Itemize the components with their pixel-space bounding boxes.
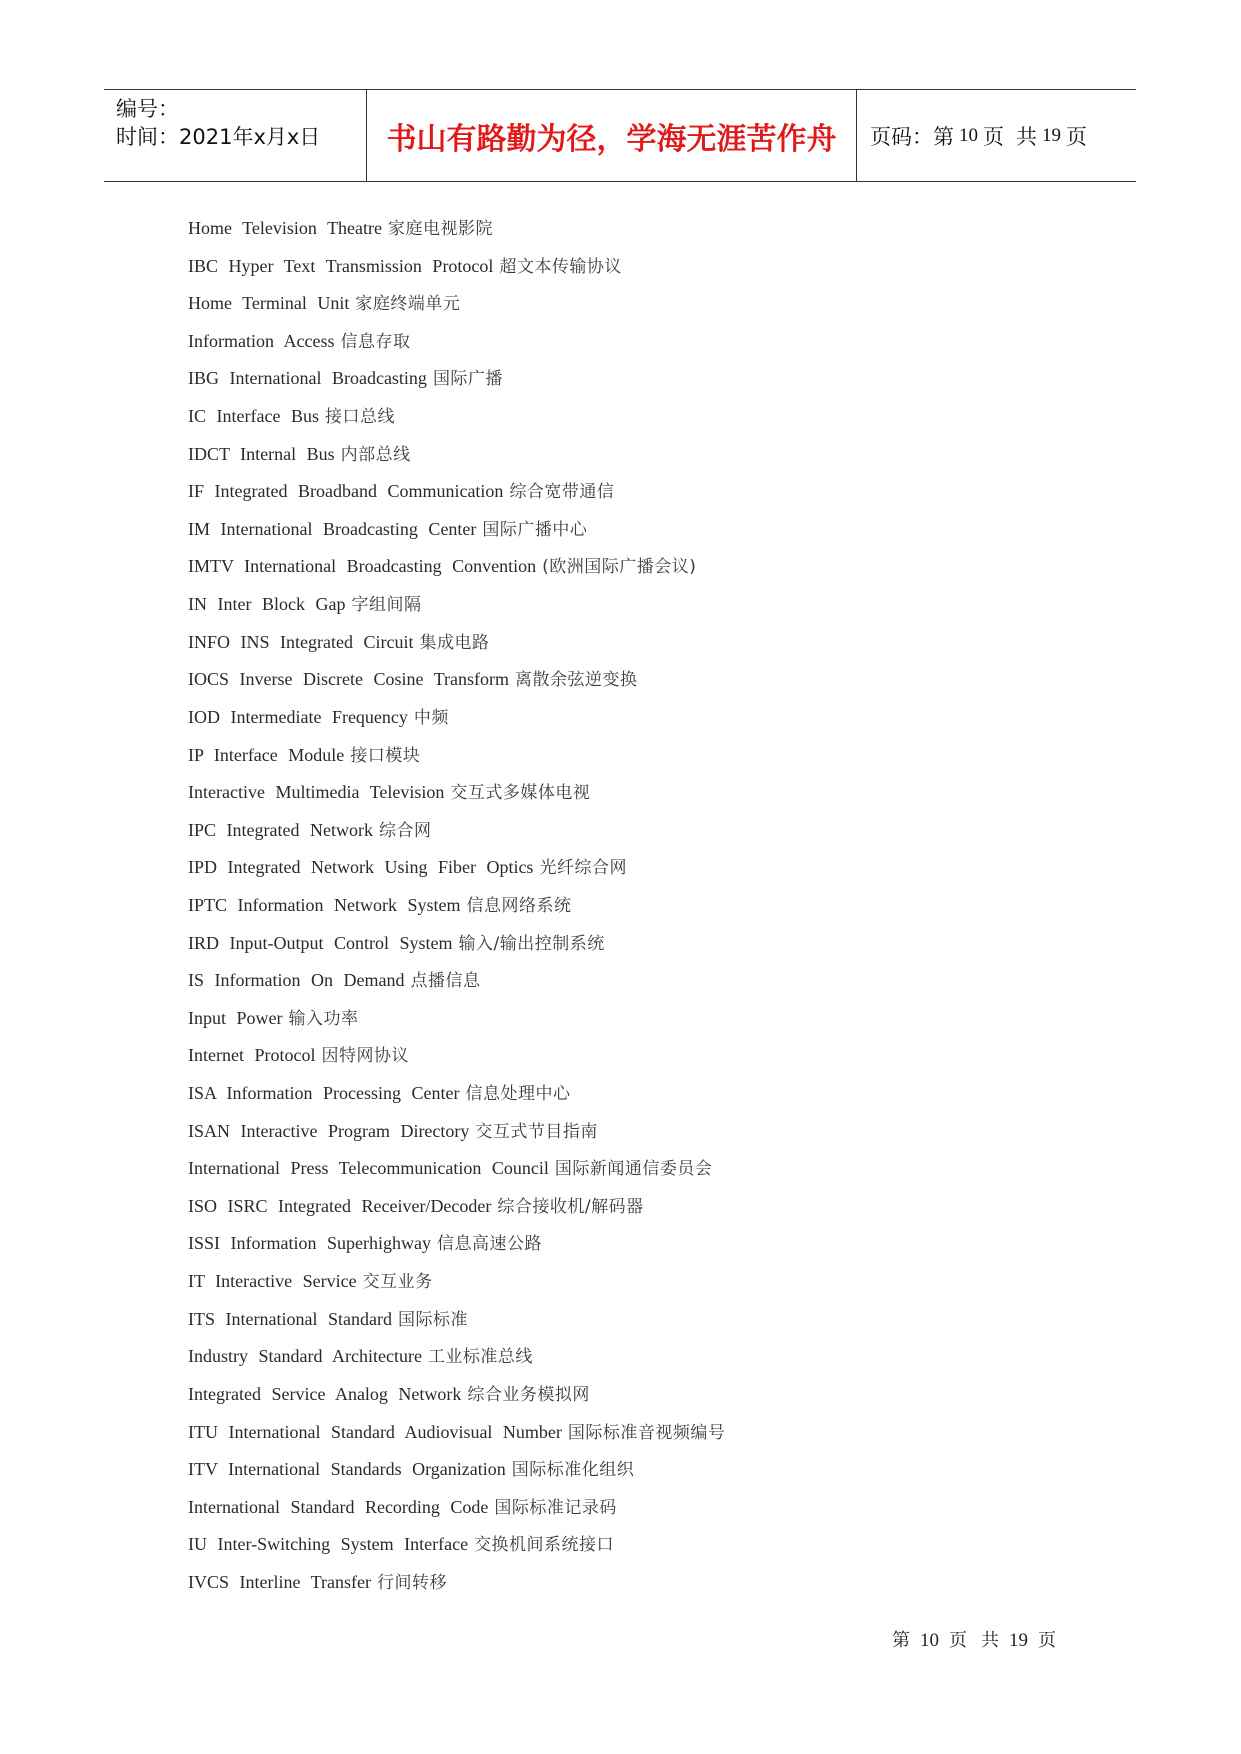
glossary-entry [188,1416,725,1454]
glossary-entry [188,1190,725,1228]
glossary-entry [188,1491,725,1529]
header-motto-cell [367,90,857,181]
glossary-entry [188,964,725,1002]
term-chinese: 点播信息 [410,971,481,992]
term-chinese: 家庭电视影院 [388,219,494,239]
term-english: IPTC Information Network System [188,894,461,915]
glossary-entry [188,475,725,513]
term-english: IU Inter-Switching System Interface [188,1534,469,1555]
term-english: Input Power [188,1007,283,1028]
term-english: Information Access [188,330,335,351]
term-chinese: 字组间隔 [351,595,422,616]
term-chinese: 中频 [413,707,449,728]
glossary-entry [188,250,725,288]
page-total: 19 [1042,124,1061,146]
term-english: Interactive Multimedia Television [188,782,445,803]
term-chinese: 综合网 [378,820,432,841]
term-chinese: 内部总线 [340,444,411,465]
term-english: IDCT Internal Bus [188,443,335,464]
term-chinese: 国际标准记录码 [494,1497,617,1518]
term-english: IN Inter Block Gap [188,594,346,615]
term-english: Industry Standard Architecture [188,1346,422,1367]
term-chinese: 接口总线 [324,407,395,428]
footer-total-pages: 19 [1009,1630,1028,1651]
page-footer [892,1626,1056,1652]
footer-current-page: 10 [920,1630,939,1651]
glossary-entry [188,1077,725,1115]
glossary-entry [188,1566,725,1604]
footer-total-prefix: 共 [981,1630,999,1651]
glossary-entry [188,212,725,250]
glossary-entry [188,701,725,739]
term-english: International Press Telecommunication Council [188,1158,549,1179]
motto-text: 书山有路勤为径，学海无涯苦作舟 [386,121,837,157]
term-chinese: 输入/输出控制系统 [458,933,605,954]
glossary-entry [188,550,725,588]
term-english: IS Information On Demand [188,970,405,991]
page-code-label: 页码：第 [870,124,954,149]
term-english: IM International Broadcasting Center [188,518,477,539]
glossary-entry [188,1340,725,1378]
term-chinese: 信息网络系统 [466,895,572,916]
glossary-entry [188,663,725,701]
glossary-entry [188,1453,725,1491]
term-chinese: 交互式多媒体电视 [450,783,591,804]
glossary-entry [188,438,725,476]
term-english: IP Interface Module [188,744,345,765]
term-english: IRD Input-Output Control System [188,932,453,953]
term-chinese: 家庭终端单元 [355,294,461,315]
number-label: 编号： [116,97,179,121]
term-chinese: 国际新闻通信委员会 [554,1159,713,1180]
glossary-entry [188,889,725,927]
term-english: IOCS Inverse Discrete Cosine Transform [188,669,509,690]
term-english: ITS International Standard [188,1308,392,1329]
term-english: Internet Protocol [188,1045,316,1066]
term-english: ITU International Standard Audiovisual Number [188,1421,562,1442]
term-english: ISSI Information Superhighway [188,1233,431,1254]
glossary-entry [188,1115,725,1153]
header-info-cell [104,90,367,181]
glossary-entry [188,776,725,814]
page-of-label: 页 [983,124,1004,149]
footer-suffix: 页 [1038,1630,1056,1651]
term-english: Home Terminal Unit [188,293,350,314]
term-chinese: 接口模块 [350,745,421,766]
glossary-entry [188,1265,725,1303]
glossary-entry [188,739,725,777]
term-chinese: (欧洲国际广播会议) [542,557,697,578]
term-chinese: 离散余弦逆变换 [514,670,638,691]
glossary-entry [188,325,725,363]
glossary-entry [188,927,725,965]
page-total-label: 共 [1016,124,1037,149]
term-chinese: 交互业务 [362,1272,433,1293]
term-english: IPC Integrated Network [188,819,373,840]
glossary-entry [188,1039,725,1077]
glossary-entry [188,626,725,664]
term-chinese: 超文本传输协议 [499,256,622,277]
term-english: ITV International Standards Organization [188,1459,506,1480]
glossary-entry [188,1227,725,1265]
glossary-entry [188,814,725,852]
term-chinese: 交换机间系统接口 [474,1535,615,1556]
term-chinese: 国际广播 [432,369,503,390]
term-english: IVCS Interline Transfer [188,1571,371,1592]
glossary-entry [188,1152,725,1190]
glossary-entry [188,287,725,325]
term-chinese: 国际标准音视频编号 [567,1422,726,1443]
glossary-entry [188,1002,725,1040]
term-english: Home Television Theatre [188,218,383,238]
term-english: IC Interface Bus [188,406,319,427]
glossary-entry [188,362,725,400]
term-chinese: 行间转移 [376,1572,447,1593]
header-page-code-cell [857,90,1136,181]
term-chinese: 因特网协议 [321,1046,409,1067]
term-chinese: 国际标准 [397,1309,468,1330]
term-chinese: 集成电路 [419,632,490,653]
term-english: INFO INS Integrated Circuit [188,631,414,652]
term-chinese: 信息处理中心 [465,1084,571,1105]
time-label: 时间：2021年x月x日 [116,125,321,149]
term-english: ISO ISRC Integrated Receiver/Decoder [188,1195,492,1216]
glossary-entry [188,588,725,626]
term-chinese: 综合业务模拟网 [467,1384,590,1405]
term-english: International Standard Recording Code [188,1496,489,1517]
term-english: ISAN Interactive Program Directory [188,1120,470,1141]
term-english: IF Integrated Broadband Communication [188,481,504,502]
term-english: IBG International Broadcasting [188,368,427,389]
footer-prefix: 第 [892,1630,910,1651]
page-end-label: 页 [1066,124,1087,149]
term-english: IOD Intermediate Frequency [188,706,408,727]
term-english: ISA Information Processing Center [188,1083,460,1104]
glossary-entry [188,851,725,889]
glossary-entry [188,513,725,551]
term-chinese: 光纤综合网 [539,858,627,879]
footer-mid: 页 [949,1630,967,1651]
term-chinese: 综合接收机/解码器 [497,1196,644,1217]
term-chinese: 国际标准化组织 [511,1460,635,1481]
term-english: IPD Integrated Network Using Fiber Optics [188,857,534,878]
glossary-entry [188,1528,725,1566]
term-chinese: 信息高速公路 [436,1234,542,1255]
page-current: 10 [959,124,978,146]
glossary-list [188,212,725,1604]
term-english: IMTV International Broadcasting Convention [188,556,537,577]
glossary-entry [188,1303,725,1341]
term-chinese: 信息存取 [340,331,411,352]
glossary-entry [188,1378,725,1416]
term-chinese: 输入功率 [288,1008,359,1029]
term-english: Integrated Service Analog Network [188,1383,462,1404]
term-chinese: 国际广播中心 [482,519,588,540]
term-english: IT Interactive Service [188,1271,357,1292]
term-chinese: 工业标准总线 [427,1347,533,1368]
page-header [104,89,1136,182]
term-chinese: 交互式节目指南 [475,1121,598,1142]
term-english: IBC Hyper Text Transmission Protocol [188,255,494,276]
term-chinese: 综合宽带通信 [509,482,615,503]
glossary-entry [188,400,725,438]
